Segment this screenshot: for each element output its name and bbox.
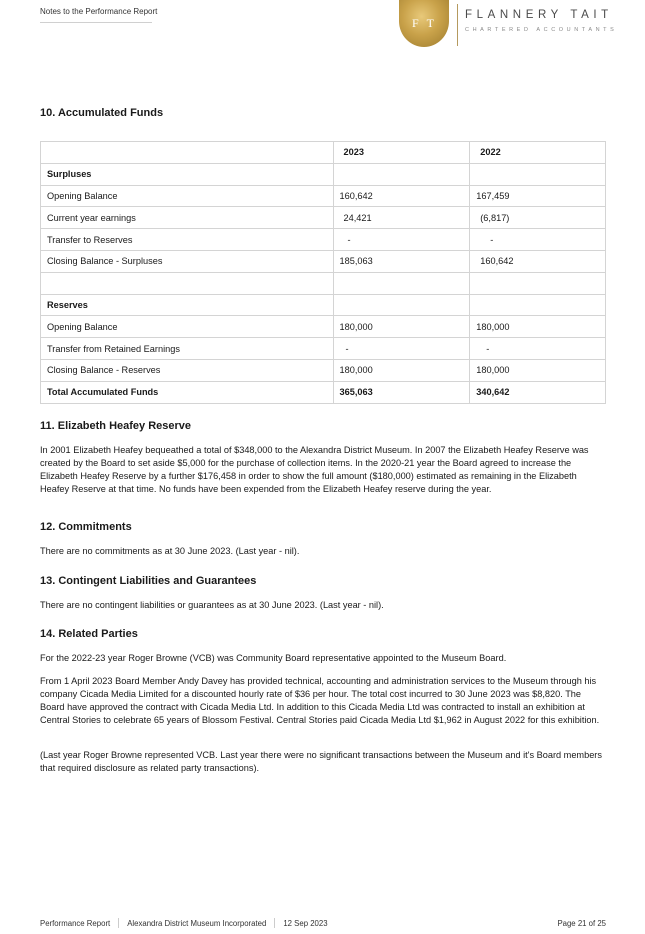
footer-separator [118,918,119,928]
row-value-2023: - [333,338,470,360]
row-value-2022: 160,642 [470,250,606,272]
section-12-title: 12. Commitments [40,521,132,533]
row-label: Surpluses [41,163,334,185]
table-row [41,338,606,360]
row-label: Closing Balance - Surpluses [41,250,334,272]
section-14-para-2: From 1 April 2023 Board Member Andy Davey has provided technical, accounting and administration services to the Museum through his company Cicada Media Limited for a discounted hourly rate of $36 per hour. The total cost incurred to 30 June 2023 was $8,820. The Board have approved the contract with Cicada Media Ltd. In addition to this Cicada Media Ltd was contracted to install an exhibition at Central Stories to celebrate 65 years of Blossom Festival. Central Stories paid Cicada Media Ltd $1,962 in August 2022 for this exhibition. [40,676,600,725]
section-11-body: In 2001 Elizabeth Heafey bequeathed a total of $348,000 to the Alexandra District Museum. In 2007 the Elizabeth Heafey Reserve was created by the Board to set aside $5,000 for the purchase of collection items. In the 2020-21 year the Board agreed to increase the Elizabeth Heafey Reserve by a further $176,458 in order to show the full amount ($180,000) estimated as remaining in the Elizabeth Heafey Reserve at that time. No funds have been expended from the Elizabeth Heafey reserve during the year. [40,445,589,494]
table-row [41,229,606,251]
row-value-2022: 180,000 [470,359,606,381]
section-13-title: 13. Contingent Liabilities and Guarantees [40,575,257,587]
row-value-2023 [333,163,470,185]
row-value-2023: 180,000 [333,359,470,381]
row-value-2022 [470,163,606,185]
row-label: Opening Balance [41,185,334,207]
firm-logo-emblem: FT [399,0,449,47]
table-row [41,316,606,338]
row-value-2022: 180,000 [470,316,606,338]
footer-separator [274,918,275,928]
table-row-surpluses-heading [41,163,606,185]
row-value-2023: 365,063 [333,381,470,403]
table-row [41,250,606,272]
column-header-2023: 2023 [333,142,470,164]
section-12-body: There are no commitments as at 30 June 2023. (Last year - nil). [40,546,300,556]
row-value-2023 [333,294,470,316]
row-value-2022: - [470,229,606,251]
row-value-2022 [470,294,606,316]
footer-report-name: Performance Report [40,918,111,928]
logo-divider [457,4,458,46]
row-value-2023: 160,642 [333,185,470,207]
firm-name: FLANNERY TAIT [465,9,613,21]
table-row-spacer [41,272,606,294]
section-14-para-1: For the 2022-23 year Roger Browne (VCB) was Community Board representative appointed to the Museum Board. [40,653,507,663]
row-label: Opening Balance [41,316,334,338]
section-14-para-3: (Last year Roger Browne represented VCB. Last year there were no significant transactions between the Museum and it's Board members that required disclosure as related party transactions). [40,750,602,773]
row-value-2023: 185,063 [333,250,470,272]
table-header-blank [41,142,334,164]
row-value-2023: - [333,229,470,251]
row-value-2022: (6,817) [470,207,606,229]
row-value-2023: 180,000 [333,316,470,338]
page-footer [40,918,606,928]
row-value-2023 [333,272,470,294]
section-10-title: 10. Accumulated Funds [40,107,164,119]
table-row [41,207,606,229]
accumulated-funds-table [40,141,606,404]
row-label: Total Accumulated Funds [41,381,334,403]
row-value-2022: - [470,338,606,360]
section-13-body: There are no contingent liabilities or guarantees as at 30 June 2023. (Last year - nil). [40,600,384,610]
row-value-2022: 340,642 [470,381,606,403]
table-row [41,359,606,381]
row-label: Current year earnings [41,207,334,229]
row-label [41,272,334,294]
header-divider [40,22,152,23]
table-header-row [41,142,606,164]
table-row-total [41,381,606,403]
row-value-2022 [470,272,606,294]
row-label: Closing Balance - Reserves [41,359,334,381]
firm-subtitle: CHARTERED ACCOUNTANTS [465,27,618,33]
footer-organisation: Alexandra District Museum Incorporated [127,918,267,928]
row-value-2022: 167,459 [470,185,606,207]
footer-page-number: Page 21 of 25 [557,918,606,928]
footer-date: 12 Sep 2023 [283,918,328,928]
row-label: Reserves [41,294,334,316]
row-label: Transfer from Retained Earnings [41,338,334,360]
section-14-title: 14. Related Parties [40,628,138,640]
row-label: Transfer to Reserves [41,229,334,251]
row-value-2023: 24,421 [333,207,470,229]
table-row-reserves-heading [41,294,606,316]
column-header-2022: 2022 [470,142,606,164]
page-header-label: Notes to the Performance Report [40,7,158,16]
section-11-title: 11. Elizabeth Heafey Reserve [40,420,192,432]
table-row [41,185,606,207]
